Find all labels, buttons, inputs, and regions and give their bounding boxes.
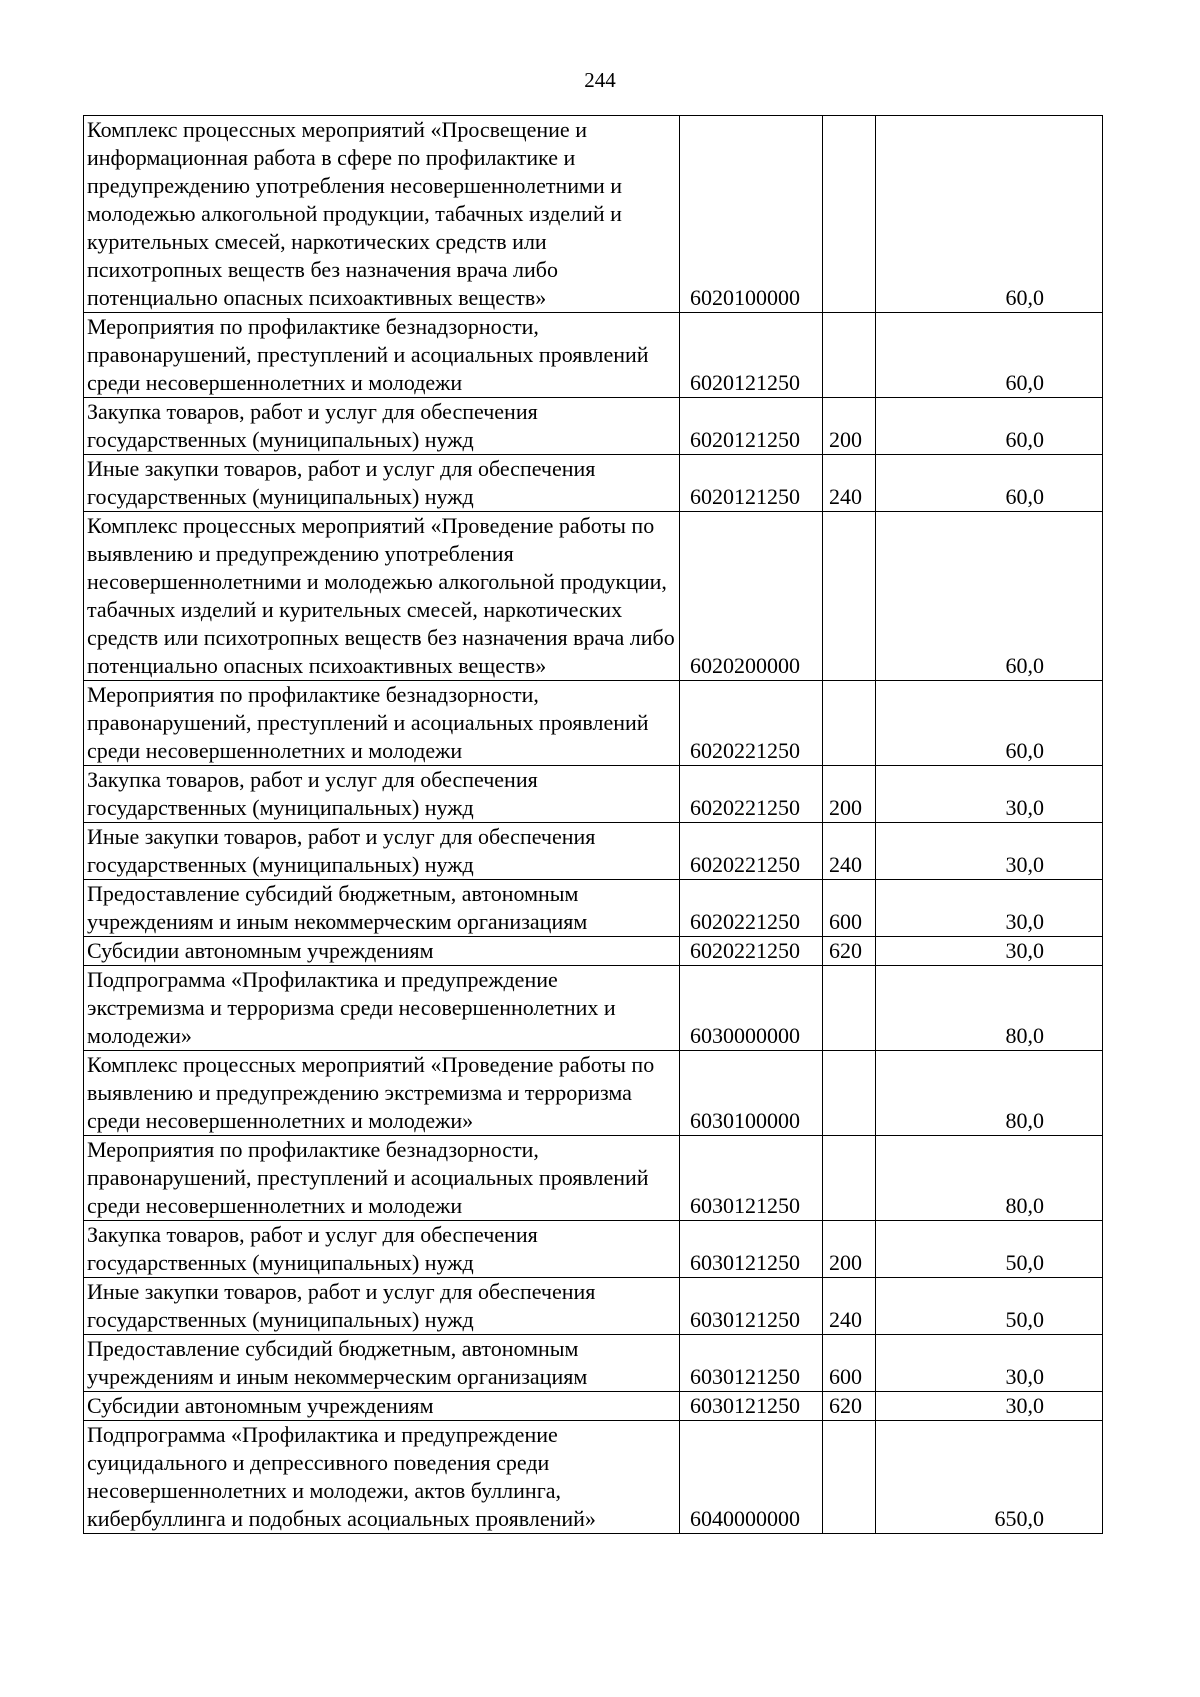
- table-row: [84, 1136, 1103, 1221]
- row-amount-cell: 30,0: [876, 1392, 1103, 1421]
- table-row: [84, 966, 1103, 1051]
- row-amount-cell: 80,0: [876, 1136, 1103, 1221]
- row-amount-cell: 30,0: [876, 880, 1103, 937]
- row-name-cell: Субсидии автономным учреждениям: [84, 937, 680, 966]
- row-code-cell: 6030121250: [680, 1392, 823, 1421]
- row-name-cell: Иные закупки товаров, работ и услуг для обеспечения государственных (муниципальных) нужд: [84, 1278, 680, 1335]
- row-code-cell: 6020221250: [680, 766, 823, 823]
- row-code-cell: 6020121250: [680, 455, 823, 512]
- table-row: [84, 398, 1103, 455]
- row-amount-cell: 30,0: [876, 1335, 1103, 1392]
- row-type-cell: [823, 1136, 876, 1221]
- row-amount-cell: 60,0: [876, 455, 1103, 512]
- row-name-cell: Мероприятия по профилактике безнадзорности, правонарушений, преступлений и асоциальных проявлений среди несовершеннолетних и молодежи: [84, 313, 680, 398]
- row-name-cell: Закупка товаров, работ и услуг для обеспечения государственных (муниципальных) нужд: [84, 1221, 680, 1278]
- row-code-cell: 6020121250: [680, 398, 823, 455]
- row-name-cell: Субсидии автономным учреждениям: [84, 1392, 680, 1421]
- row-type-cell: [823, 966, 876, 1051]
- row-code-cell: 6040000000: [680, 1421, 823, 1534]
- row-name-cell: Предоставление субсидий бюджетным, автономным учреждениям и иным некоммерческим организациям: [84, 880, 680, 937]
- row-amount-cell: 30,0: [876, 937, 1103, 966]
- table-row: [84, 1278, 1103, 1335]
- row-type-cell: 240: [823, 1278, 876, 1335]
- table-row: [84, 1421, 1103, 1534]
- row-name-cell: Иные закупки товаров, работ и услуг для обеспечения государственных (муниципальных) нужд: [84, 455, 680, 512]
- budget-table: [83, 115, 1103, 1534]
- row-name-cell: Закупка товаров, работ и услуг для обеспечения государственных (муниципальных) нужд: [84, 398, 680, 455]
- row-amount-cell: 60,0: [876, 512, 1103, 681]
- row-code-cell: 6020200000: [680, 512, 823, 681]
- row-type-cell: 620: [823, 1392, 876, 1421]
- row-name-cell: Предоставление субсидий бюджетным, автономным учреждениям и иным некоммерческим организациям: [84, 1335, 680, 1392]
- row-amount-cell: 80,0: [876, 1051, 1103, 1136]
- row-amount-cell: 60,0: [876, 681, 1103, 766]
- table-row: [84, 681, 1103, 766]
- row-amount-cell: 50,0: [876, 1221, 1103, 1278]
- row-amount-cell: 60,0: [876, 398, 1103, 455]
- row-amount-cell: 30,0: [876, 766, 1103, 823]
- row-amount-cell: 80,0: [876, 966, 1103, 1051]
- row-amount-cell: 650,0: [876, 1421, 1103, 1534]
- row-code-cell: 6020221250: [680, 681, 823, 766]
- row-name-cell: Мероприятия по профилактике безнадзорности, правонарушений, преступлений и асоциальных проявлений среди несовершеннолетних и молодежи: [84, 681, 680, 766]
- row-type-cell: [823, 512, 876, 681]
- row-code-cell: 6030121250: [680, 1335, 823, 1392]
- row-code-cell: 6030121250: [680, 1221, 823, 1278]
- row-type-cell: [823, 313, 876, 398]
- row-code-cell: 6030100000: [680, 1051, 823, 1136]
- row-type-cell: 200: [823, 766, 876, 823]
- row-amount-cell: 30,0: [876, 823, 1103, 880]
- row-code-cell: 6020100000: [680, 116, 823, 313]
- table-row: [84, 116, 1103, 313]
- row-type-cell: 200: [823, 398, 876, 455]
- table-row: [84, 937, 1103, 966]
- row-amount-cell: 60,0: [876, 116, 1103, 313]
- row-code-cell: 6030121250: [680, 1136, 823, 1221]
- row-name-cell: Иные закупки товаров, работ и услуг для обеспечения государственных (муниципальных) нужд: [84, 823, 680, 880]
- row-name-cell: Подпрограмма «Профилактика и предупреждение экстремизма и терроризма среди несовершеннолетних и молодежи»: [84, 966, 680, 1051]
- row-code-cell: 6020121250: [680, 313, 823, 398]
- table-row: [84, 1221, 1103, 1278]
- row-name-cell: Комплекс процессных мероприятий «Просвещение и информационная работа в сфере по профилактике и предупреждению употребления несовершеннолетними и молодежью алкогольной продукции, табачных изделий и курительных смесей, наркотических средств или психотропных веществ без назначения врача либо потенциально опасных психоактивных веществ»: [84, 116, 680, 313]
- budget-table-body: [84, 116, 1103, 1534]
- table-row: [84, 880, 1103, 937]
- table-row: [84, 823, 1103, 880]
- table-row: [84, 1335, 1103, 1392]
- page-number: 244: [584, 68, 616, 92]
- table-row: [84, 512, 1103, 681]
- row-type-cell: [823, 681, 876, 766]
- row-name-cell: Мероприятия по профилактике безнадзорности, правонарушений, преступлений и асоциальных проявлений среди несовершеннолетних и молодежи: [84, 1136, 680, 1221]
- row-code-cell: 6020221250: [680, 823, 823, 880]
- table-row: [84, 766, 1103, 823]
- table-row: [84, 1392, 1103, 1421]
- row-code-cell: 6030000000: [680, 966, 823, 1051]
- row-type-cell: 240: [823, 455, 876, 512]
- row-name-cell: Закупка товаров, работ и услуг для обеспечения государственных (муниципальных) нужд: [84, 766, 680, 823]
- row-name-cell: Подпрограмма «Профилактика и предупреждение суицидального и депрессивного поведения среди несовершеннолетних и молодежи, актов буллинга, кибербуллинга и подобных асоциальных проявлений»: [84, 1421, 680, 1534]
- row-type-cell: [823, 1421, 876, 1534]
- row-name-cell: Комплекс процессных мероприятий «Проведение работы по выявлению и предупреждению употребления несовершеннолетними и молодежью алкогольной продукции, табачных изделий и курительных смесей, наркотических средств или психотропных веществ без назначения врача либо потенциально опасных психоактивных веществ»: [84, 512, 680, 681]
- row-type-cell: 200: [823, 1221, 876, 1278]
- table-row: [84, 455, 1103, 512]
- row-amount-cell: 60,0: [876, 313, 1103, 398]
- row-code-cell: 6020221250: [680, 880, 823, 937]
- row-type-cell: [823, 116, 876, 313]
- row-code-cell: 6020221250: [680, 937, 823, 966]
- row-type-cell: 620: [823, 937, 876, 966]
- row-amount-cell: 50,0: [876, 1278, 1103, 1335]
- row-type-cell: 240: [823, 823, 876, 880]
- table-row: [84, 313, 1103, 398]
- row-type-cell: 600: [823, 880, 876, 937]
- row-type-cell: [823, 1051, 876, 1136]
- row-name-cell: Комплекс процессных мероприятий «Проведение работы по выявлению и предупреждению экстремизма и терроризма среди несовершеннолетних и молодежи»: [84, 1051, 680, 1136]
- table-row: [84, 1051, 1103, 1136]
- row-type-cell: 600: [823, 1335, 876, 1392]
- row-code-cell: 6030121250: [680, 1278, 823, 1335]
